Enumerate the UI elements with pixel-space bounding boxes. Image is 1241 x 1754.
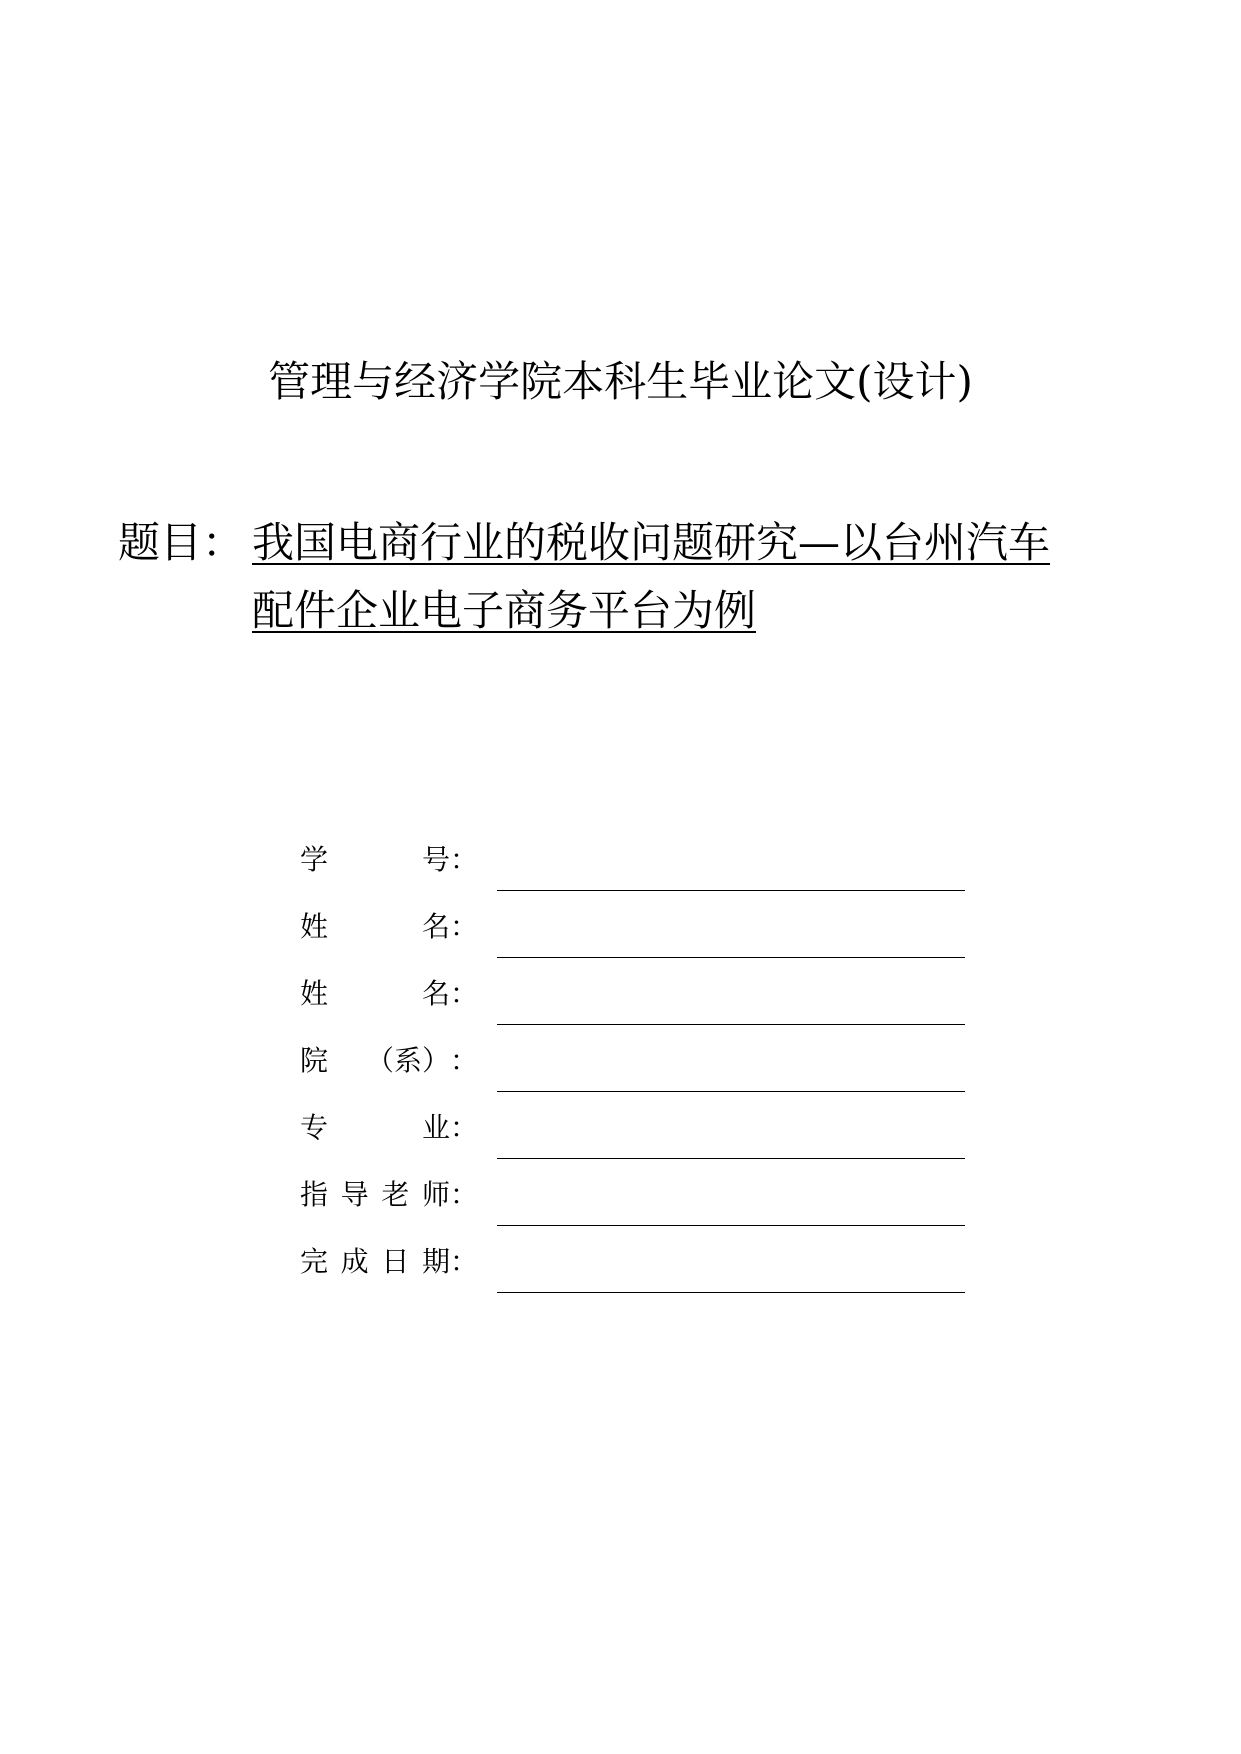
label-char: 指	[300, 1178, 329, 1211]
major-label	[300, 1108, 470, 1148]
label-char: 日	[381, 1245, 410, 1278]
label-char: 号	[421, 843, 450, 876]
label-char: 学	[300, 843, 329, 876]
department-label	[300, 1041, 470, 1081]
completion-date-row	[300, 1242, 980, 1309]
label-char: 导	[340, 1178, 369, 1211]
name-row	[300, 907, 980, 974]
department-row	[300, 1041, 980, 1108]
label-char: 师	[421, 1178, 450, 1211]
topic-title-line-2: 配件企业电子商务平台为例	[252, 586, 757, 635]
student-id-field[interactable]	[497, 890, 965, 891]
major-row	[300, 1108, 980, 1175]
student-id-row	[300, 840, 980, 907]
topic-label: 题目：	[118, 518, 245, 567]
name-field-2[interactable]	[497, 1024, 965, 1025]
completion-date-label	[300, 1242, 470, 1282]
label-colon: ：	[450, 1111, 479, 1144]
department-field[interactable]	[497, 1091, 965, 1092]
topic-title-line-1: 我国电商行业的税收问题研究—以台州汽车	[252, 518, 1051, 567]
label-char: 姓	[300, 910, 329, 943]
label-char: （系）	[365, 1044, 450, 1077]
label-colon: ：	[450, 1245, 479, 1278]
advisor-field[interactable]	[497, 1225, 965, 1226]
label-char: 名	[421, 910, 450, 943]
label-colon: ：	[450, 1044, 479, 1077]
label-char: 专	[300, 1111, 329, 1144]
label-colon: ：	[450, 977, 479, 1010]
major-field[interactable]	[497, 1158, 965, 1159]
label-char: 名	[421, 977, 450, 1010]
label-char: 成	[340, 1245, 369, 1278]
name-label-2	[300, 974, 470, 1014]
advisor-label	[300, 1175, 470, 1215]
label-char: 姓	[300, 977, 329, 1010]
label-colon: ：	[450, 1178, 479, 1211]
label-char: 业	[421, 1111, 450, 1144]
label-char: 院	[300, 1044, 329, 1077]
college-thesis-title: 管理与经济学院本科生毕业论文(设计)	[268, 357, 973, 406]
label-char: 期	[421, 1245, 450, 1278]
name-row-2	[300, 974, 980, 1041]
name-field[interactable]	[497, 957, 965, 958]
label-char: 老	[381, 1178, 410, 1211]
name-label	[300, 907, 470, 947]
student-info-form	[300, 840, 980, 1309]
label-colon: ：	[450, 843, 479, 876]
label-char: 完	[300, 1245, 329, 1278]
advisor-row	[300, 1175, 980, 1242]
label-colon: ：	[450, 910, 479, 943]
completion-date-field[interactable]	[497, 1292, 965, 1293]
student-id-label	[300, 840, 470, 880]
